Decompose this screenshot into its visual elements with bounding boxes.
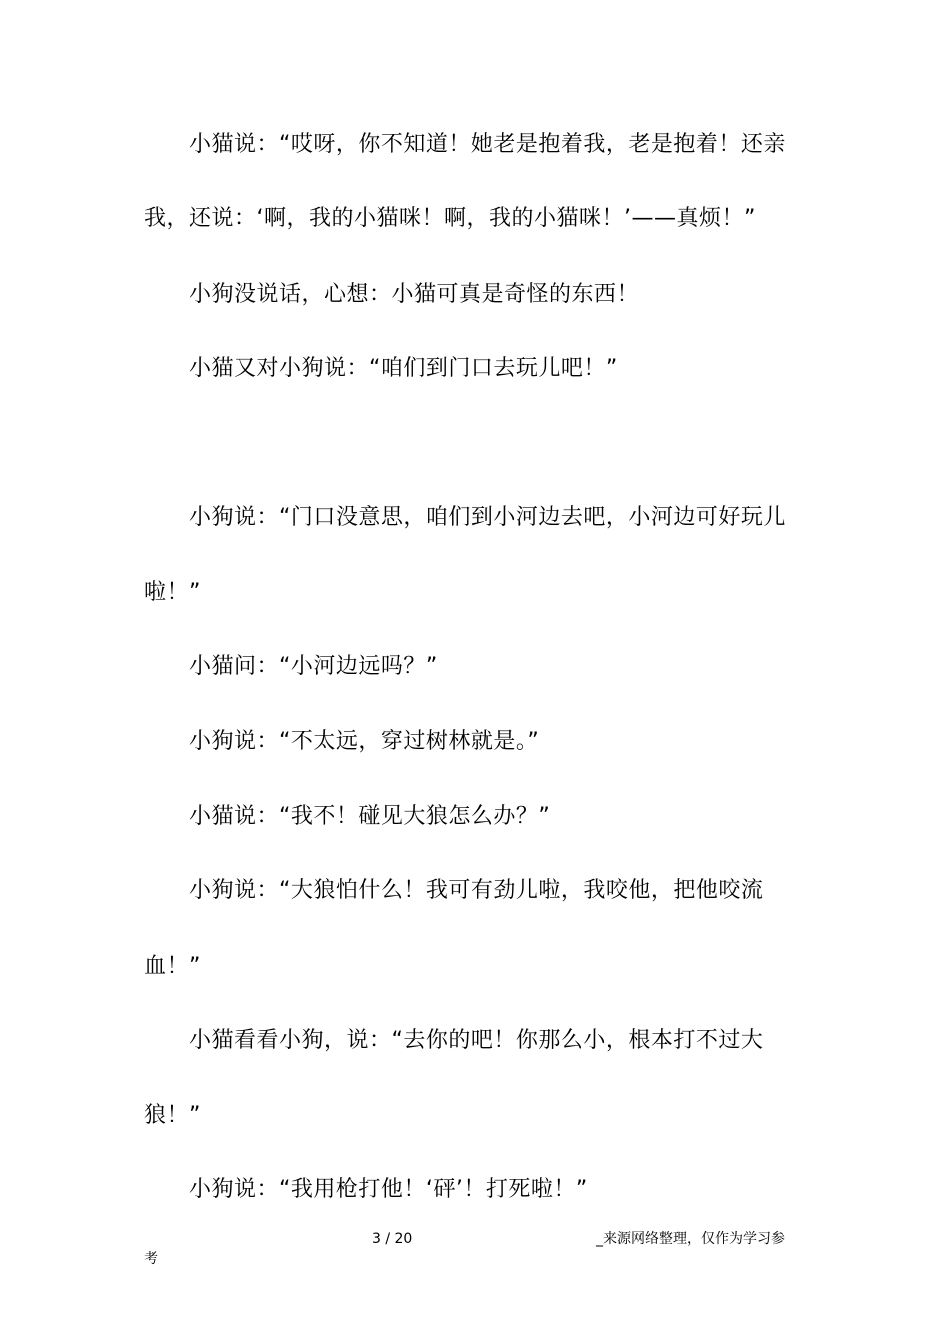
paragraph-line: 小狗没说话，心想：小猫可真是奇怪的东西！ [189,282,640,307]
page-number: 3 / 20 [372,1231,413,1247]
paragraph-line: 小狗说：“大狼怕什么！我可有劲儿啦，我咬他，把他咬流 [189,878,764,903]
paragraph-line: 小猫问：“小河边远吗？” [189,654,438,679]
source-note: _来源网络整理，仅作为学习参 [596,1231,785,1247]
paragraph-line: 血！” [144,954,201,979]
paragraph-line: 小狗说：“门口没意思，咱们到小河边去吧，小河边可好玩儿 [189,505,786,530]
paragraph-line: 小狗说：“不太远，穿过树林就是。” [189,729,540,754]
paragraph-line: 小猫说：“哎呀，你不知道！她老是抱着我，老是抱着！还亲 [189,132,786,157]
source-note-continuation: 考 [144,1251,158,1267]
paragraph-line: 狼！” [144,1103,201,1128]
paragraph-line: 小猫又对小狗说：“咱们到门口去玩儿吧！” [189,356,618,381]
paragraph-line: 小狗说：“我用枪打他！‘砰’！打死啦！” [189,1177,588,1202]
paragraph-line: 小猫看看小狗，说：“去你的吧！你那么小，根本打不过大 [189,1028,764,1053]
paragraph-line: 啦！” [144,580,201,605]
paragraph-line: 我，还说：‘啊，我的小猫咪！啊，我的小猫咪！’——真烦！” [144,206,756,231]
paragraph-line: 小猫说：“我不！碰见大狼怎么办？” [189,804,551,829]
